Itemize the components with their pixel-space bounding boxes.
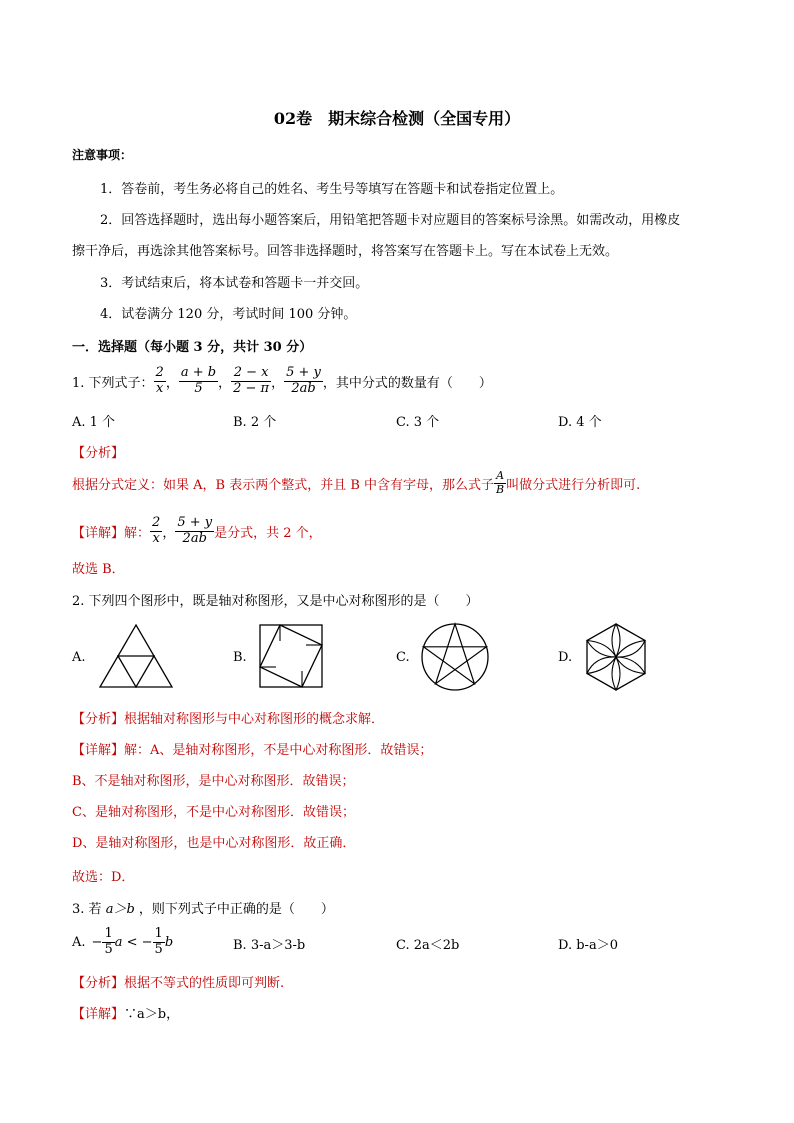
math-variable: b (164, 934, 174, 950)
analysis-label: 【分析】 (72, 976, 125, 991)
question-text: 3. 若 (72, 902, 102, 917)
detail-text: 解： (124, 525, 151, 541)
figure-label-c: C. (396, 650, 410, 665)
fraction: $\frac{1}{5}$ (104, 925, 113, 957)
figure-label-b: B. (233, 650, 247, 665)
analysis-label: 【分析】 (72, 446, 125, 461)
analysis-label: 【分析】 (72, 712, 125, 727)
option-c: C. 2a＜2b (396, 938, 460, 953)
option-a: A. 1 个 (72, 415, 116, 430)
question-3-stem (72, 898, 334, 917)
option-label: A. (72, 934, 86, 950)
question-2-stem: 2. 下列四个图形中，既是轴对称图形，又是中心对称图形的是（ ） (72, 594, 479, 609)
fraction: $\frac{5 + y}{2ab}$ (177, 514, 213, 546)
fraction: $\frac{5 + y}{2ab}$ (286, 364, 321, 396)
fraction: $\frac{1}{5}$ (154, 925, 163, 957)
page-title: 02卷 期末综合检测（全国专用） (273, 109, 521, 128)
math-sign: − (91, 934, 103, 950)
detail-line (72, 510, 322, 552)
pinwheel-square-figure (258, 623, 324, 689)
detail-text: ∵a＞b， (124, 1007, 180, 1022)
detail-label: 【详解】 (72, 743, 125, 758)
analysis-line (72, 972, 284, 991)
star-circle-figure (420, 622, 490, 692)
analysis-text: 根据轴对称图形与中心对称图形的概念求解． (124, 712, 385, 727)
notice-item: 2．回答选择题时，选出每小题答案后，用铅笔把答题卡对应题目的答案标号涂黑。如需改动，用橡皮 (100, 213, 681, 228)
fraction: $\frac{a + b}{5}$ (180, 364, 217, 396)
analysis-line (72, 708, 384, 727)
analysis-text (72, 466, 640, 500)
triangle-figure (98, 623, 174, 689)
detail-label: 【详解】 (72, 1007, 125, 1022)
separator: ， (218, 375, 232, 391)
hexagon-flower-figure (580, 622, 652, 692)
notice-item: 1．答卷前，考生务必将自己的姓名、考生号等填写在答题卡和试卷指定位置上。 (100, 182, 564, 197)
detail-text: 解：A、是轴对称图形，不是中心对称图形．故错误； (124, 743, 433, 758)
fraction: $\frac{2 - x}{2 - \pi}$ (233, 364, 270, 396)
figure-label-d: D. (558, 650, 573, 665)
question-text: 1. 下列式子： (72, 375, 154, 391)
notice-item: 3．考试结束后，将本试卷和答题卡一并交回。 (100, 276, 369, 291)
fraction: $\frac{2}{x}$ (155, 364, 164, 396)
analysis-sentence: 叫做分式进行分析即可. (506, 477, 641, 493)
separator: ， (271, 375, 285, 391)
math-expression: a＞b (105, 902, 135, 917)
detail-line (72, 739, 432, 758)
math-sign: < − (122, 934, 153, 950)
notice-heading: 注意事项： (72, 148, 133, 162)
option-c: C. 3 个 (396, 415, 440, 430)
notice-item: 擦干净后，再选涂其他答案标号。回答非选择题时，将答案写在答题卡上。写在本试卷上无效。 (72, 244, 619, 259)
notice-item: 4．试卷满分 120 分，考试时间 100 分钟。 (100, 307, 357, 322)
detail-text: B、不是轴对称图形，是中心对称图形．故错误； (72, 774, 355, 789)
detail-line (72, 1003, 179, 1022)
detail-text: D、是轴对称图形，也是中心对称图形．故正确． (72, 836, 356, 851)
question-1-stem (72, 360, 492, 402)
conclusion: 故选 B． (72, 562, 125, 577)
detail-label: 【详解】 (72, 525, 125, 541)
option-d: D. 4 个 (558, 415, 602, 430)
math-variable: a (114, 934, 123, 950)
figure-label-a: A. (72, 650, 86, 665)
option-d: D. b-a＞0 (558, 938, 618, 953)
option-b: B. 3-a＞3-b (233, 938, 306, 953)
separator: ， (165, 375, 179, 391)
analysis-text: 根据不等式的性质即可判断. (124, 976, 285, 991)
section-heading: 一．选择题（每小题 3 分，共计 30 分） (72, 340, 313, 355)
detail-text: 是分式，共 2 个， (214, 525, 322, 541)
option-b: B. 2 个 (233, 415, 277, 430)
question-text: ，其中分式的数量有（ ） (322, 375, 492, 391)
detail-text: C、是轴对称图形，不是中心对称图形．故错误； (72, 805, 355, 820)
fraction: $\frac{A}{B}$ (496, 468, 505, 496)
separator: ， (162, 525, 176, 541)
fraction: $\frac{2}{x}$ (152, 514, 161, 546)
conclusion: 故选：D． (72, 870, 135, 885)
option-a (72, 922, 173, 962)
analysis-sentence: 根据分式定义：如果 A，B 表示两个整式，并且 B 中含有字母，那么式子 (72, 477, 495, 493)
question-text: ，则下列式子中正确的是（ ） (138, 902, 334, 917)
